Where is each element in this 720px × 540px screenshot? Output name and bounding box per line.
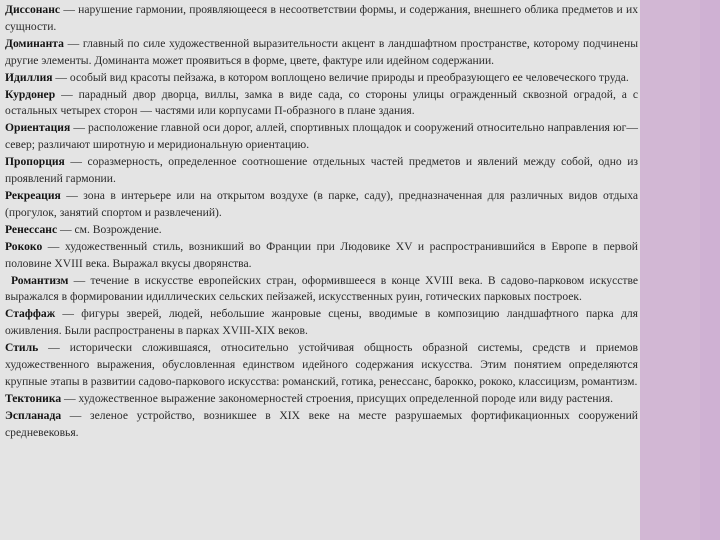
decorative-side-band <box>640 0 720 540</box>
glossary-definition: — зеленое устройство, возникшее в XIX веке на месте разрушаемых фортификационных сооружений средневековья. <box>5 408 638 439</box>
glossary-term: Стиль <box>5 341 39 355</box>
glossary-entry <box>5 340 638 391</box>
glossary-entry <box>5 408 638 442</box>
glossary-term: Идиллия <box>5 70 53 84</box>
glossary-entry <box>5 87 638 121</box>
glossary-entry <box>5 273 638 307</box>
glossary-definition: — зона в интерьере или на открытом воздухе (в парке, саду), предназначенная для различных видов отдыха (прогулок, занятий спортом и развлечений). <box>5 188 638 219</box>
glossary-definition: — расположение главной оси дорог, аллей, спортивных площадок и сооружений относительно направления юг—север; различают широтную и меридиональную ориентацию. <box>5 121 638 152</box>
glossary-definition: — см. Возрождение. <box>57 222 162 236</box>
glossary-definition: — соразмерность, определенное соотношение отдельных частей предметов и явлений между собой, одно из проявлений гармонии. <box>5 155 638 186</box>
decorative-stripe <box>700 0 720 540</box>
glossary-definition: — нарушение гармонии, проявляющееся в несоответствии формы, и содержания, внешнего облика предметов и их сущности. <box>5 3 638 33</box>
glossary-entry <box>5 188 638 222</box>
glossary-entry <box>5 154 638 188</box>
glossary-definition: — фигуры зверей, людей, небольшие жанровые сцены, вводимые в композицию ландшафтного парка для оживления. Были распространены в парках XVIII-XIX веков. <box>5 307 638 338</box>
glossary-definition: — художественное выражение закономерностей строения, присущих определенной породе или виду растения. <box>61 391 614 405</box>
glossary-term: Стаффаж <box>5 307 56 321</box>
glossary-term: Доминанта <box>5 36 64 50</box>
glossary-definition: — исторически сложившаяся, относительно устойчивая общность образной системы, средств и приемов художественного выражения, обусловленная единством идейного содержания искусства. Этим понятием определяются крупные этапы в развитии садово-паркового искусства: романский, готика, ренессанс, барокко, рококо, классицизм, романтизм. <box>5 341 638 388</box>
glossary-term: Курдонер <box>5 87 56 101</box>
glossary-entry <box>5 306 638 340</box>
glossary-definition: — художественный стиль, возникший во Франции при Людовике XV и распространившийся в Европе в первой половине XVIII века. Выражал вкусы дворянства. <box>5 239 638 270</box>
glossary-definition: — особый вид красоты пейзажа, в котором воплощено величие природы и преобразующего ее человеческого труда. <box>52 70 629 84</box>
glossary-term: Ориентация <box>5 121 71 135</box>
glossary-term: Пропорция <box>5 155 65 169</box>
glossary-entry <box>5 2 638 36</box>
glossary-entry <box>5 120 638 154</box>
glossary-definition: — главный по силе художественной выразительности акцент в ландшафтном пространстве, которому подчинены другие элементы. Доминанта может проявиться в форме, цвете, фактуре или идейном содержании. <box>5 36 638 67</box>
glossary-entry <box>5 391 638 408</box>
glossary-definition: — парадный двор дворца, виллы, замка в виде сада, со стороны улицы огражденный сквозной оградой, а с остальных четырех сторон — частями или корпусами П-образного в плане здания. <box>5 87 638 118</box>
glossary-term: Тектоника <box>5 391 62 405</box>
glossary-definition: — течение в искусстве европейских стран, оформившееся в конце XVIII века. В садово-парковом искусстве выражался в формировании идиллических сельских пейзажей, искусственных руин, готических парковых построек. <box>5 273 638 304</box>
glossary-term: Рококо <box>5 239 43 253</box>
glossary-entry <box>5 222 638 239</box>
glossary-term: Диссонанс <box>5 3 61 16</box>
glossary-entry <box>5 239 638 273</box>
glossary-entry <box>5 36 638 70</box>
glossary-term: Рекреация <box>5 188 61 202</box>
glossary-term: Эспланада <box>5 408 62 422</box>
glossary-term: Ренессанс <box>5 222 58 236</box>
glossary-entry <box>5 70 638 87</box>
glossary-term: Романтизм <box>11 273 69 287</box>
